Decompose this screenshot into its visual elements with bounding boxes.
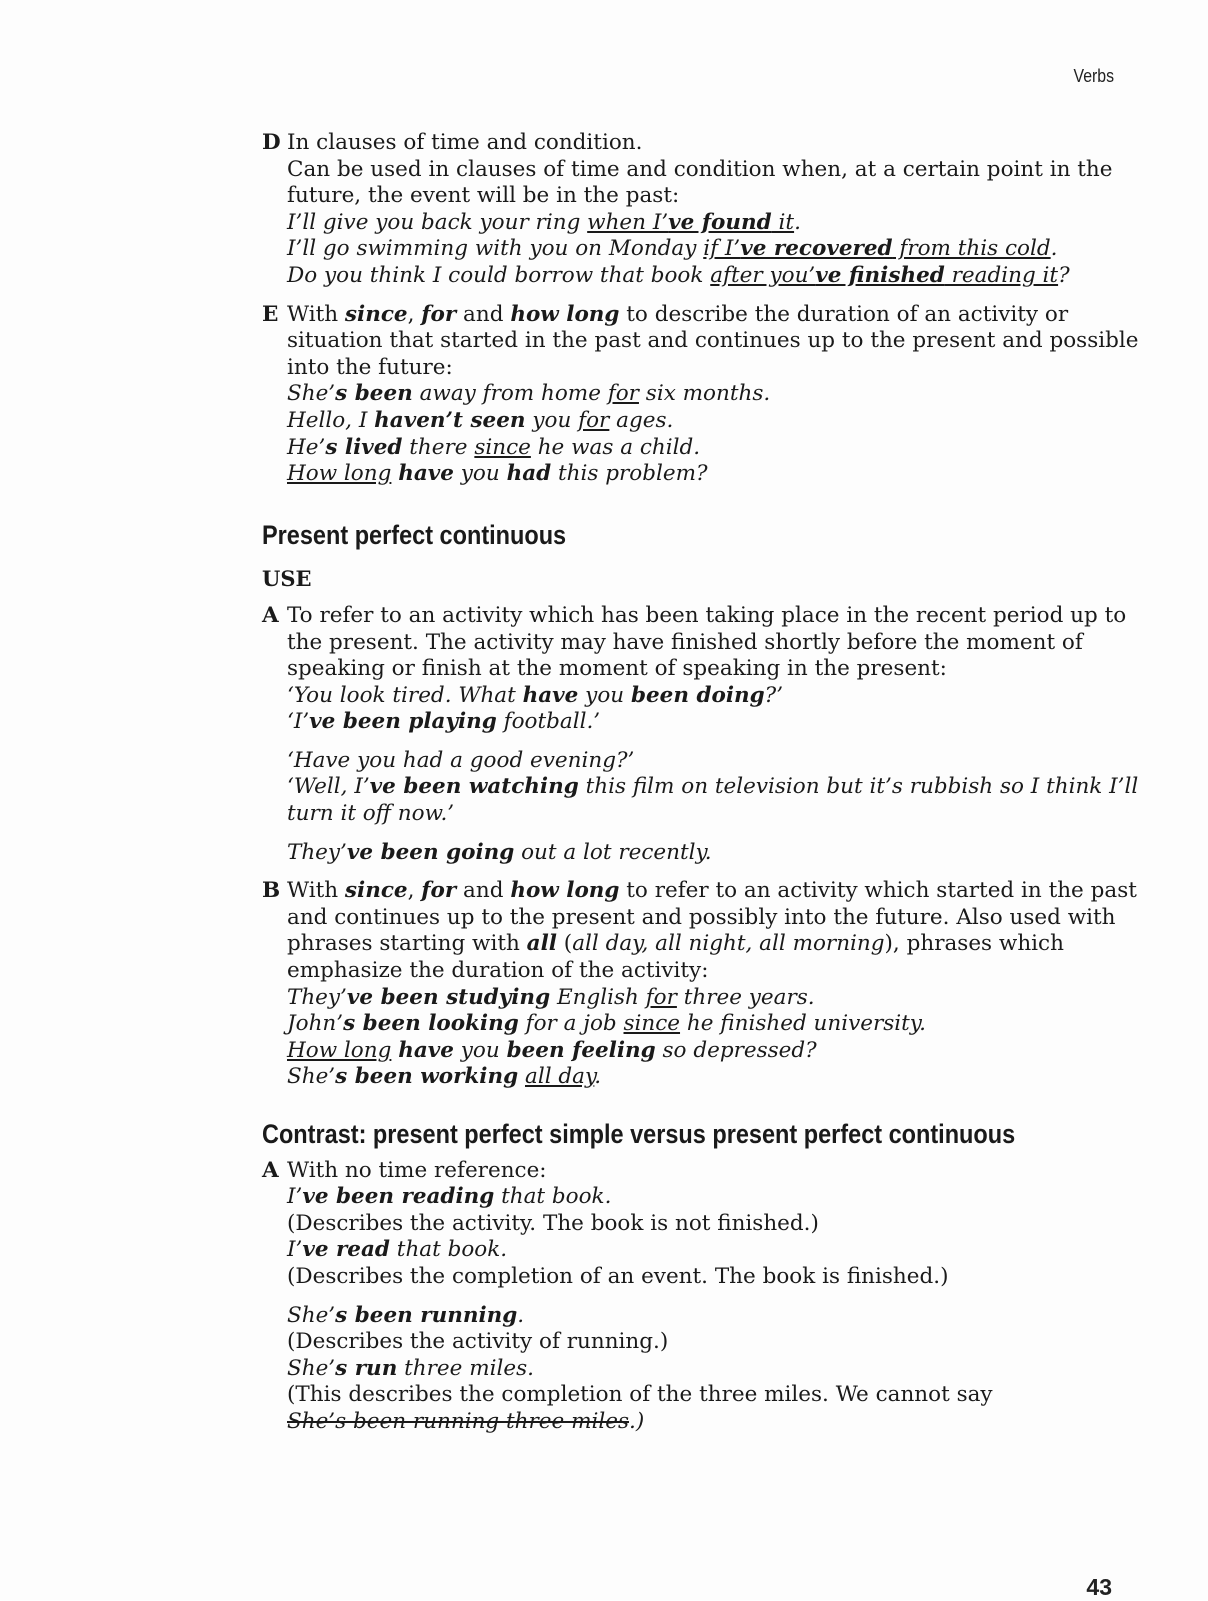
example-sentence: I’ve been reading that book.	[287, 1184, 612, 1210]
item-letter: A	[262, 602, 279, 628]
section-ppc-b	[262, 878, 1137, 1091]
example-sentence: Hello, I haven’t seen you for ages.	[287, 407, 674, 433]
example-sentence: I’ll give you back your ring when I’ve found it.	[287, 209, 801, 235]
item-letter: D	[262, 130, 281, 155]
example-sentence: She’s been away from home for six months.	[287, 381, 771, 407]
section-contrast-a	[262, 1158, 1112, 1436]
text-line: phrases starting with all (all day, all night, all morning), phrases which	[287, 931, 1064, 957]
explanation-note: (Describes the activity. The book is not finished.)	[287, 1210, 819, 1236]
item-letter: A	[262, 1157, 279, 1183]
page-number: 43	[1086, 1574, 1112, 1600]
text-line: situation that started in the past and continues up to the present and possible	[287, 328, 1139, 354]
text-line: To refer to an activity which has been taking place in the recent period up to	[287, 602, 1127, 628]
section-heading: Present perfect continuous	[262, 519, 567, 550]
example-sentence: John’s been looking for a job since he finished university.	[287, 1011, 926, 1037]
explanation-note: (Describes the activity of running.)	[287, 1329, 669, 1355]
section-e	[262, 301, 1139, 488]
example-sentence: She’s been working all day.	[287, 1064, 602, 1090]
example-sentence: I’ve read that book.	[287, 1237, 508, 1263]
example-sentence: They’ve been going out a lot recently.	[287, 839, 712, 865]
example-sentence: He’s lived there since he was a child.	[287, 434, 701, 460]
example-sentence: How long have you been feeling so depressed?	[287, 1037, 817, 1063]
struck-out-example: She’s been running three miles	[287, 1408, 629, 1434]
example-sentence-incorrect: She’s been running three miles.)	[287, 1408, 645, 1434]
page-content	[262, 130, 1139, 1448]
example-sentence: She’s been running.	[287, 1302, 525, 1328]
item-title: With no time reference:	[287, 1157, 547, 1183]
text-line: and continues up to the present and possibly into the future. Also used with	[287, 904, 1116, 930]
example-sentence: ‘You look tired. What have you been doing?’	[287, 682, 784, 708]
example-sentence: How long have you had this problem?	[287, 461, 708, 487]
example-sentence: ‘Well, I’ve been watching this film on television but it’s rubbish so I think I’ll	[287, 774, 1139, 800]
text-line: speaking or finish at the moment of speaking in the present:	[287, 656, 947, 682]
text-line: the present. The activity may have finished shortly before the moment of	[287, 629, 1083, 655]
example-sentence: She’s run three miles.	[287, 1355, 534, 1381]
text-line: With since, for and how long to refer to an activity which started in the past	[287, 878, 1137, 904]
item-title: In clauses of time and condition.	[287, 130, 643, 155]
example-sentence: They’ve been studying English for three years.	[287, 984, 815, 1010]
explanation-note: (Describes the completion of an event. The book is finished.)	[287, 1263, 949, 1289]
example-sentence: turn it off now.’	[287, 801, 455, 827]
running-head: Verbs	[1073, 66, 1114, 86]
example-sentence: ‘Have you had a good evening?’	[287, 747, 635, 773]
example-sentence: ‘I’ve been playing football.’	[287, 709, 601, 735]
section-heading: Contrast: present perfect simple versus present perfect continuous	[262, 1119, 1016, 1149]
example-sentence: I’ll go swimming with you on Monday if I’ve recovered from this cold.	[287, 236, 1058, 262]
explanation-note: (This describes the completion of the three miles. We cannot say	[287, 1382, 993, 1408]
item-letter: B	[262, 878, 281, 904]
example-sentence: Do you think I could borrow that book after you’ve finished reading it?	[287, 262, 1070, 288]
text-line: future, the event will be in the past:	[287, 183, 680, 209]
section-d	[262, 130, 1112, 290]
text-line: Can be used in clauses of time and condition when, at a certain point in the	[287, 156, 1113, 182]
text-line: into the future:	[287, 354, 453, 380]
text-line: With since, for and how long to describe the duration of an activity or	[287, 301, 1069, 327]
item-letter: E	[262, 301, 279, 327]
text-line: emphasize the duration of the activity:	[287, 958, 709, 984]
use-label: USE	[262, 566, 312, 592]
section-ppc-a	[262, 602, 1139, 866]
